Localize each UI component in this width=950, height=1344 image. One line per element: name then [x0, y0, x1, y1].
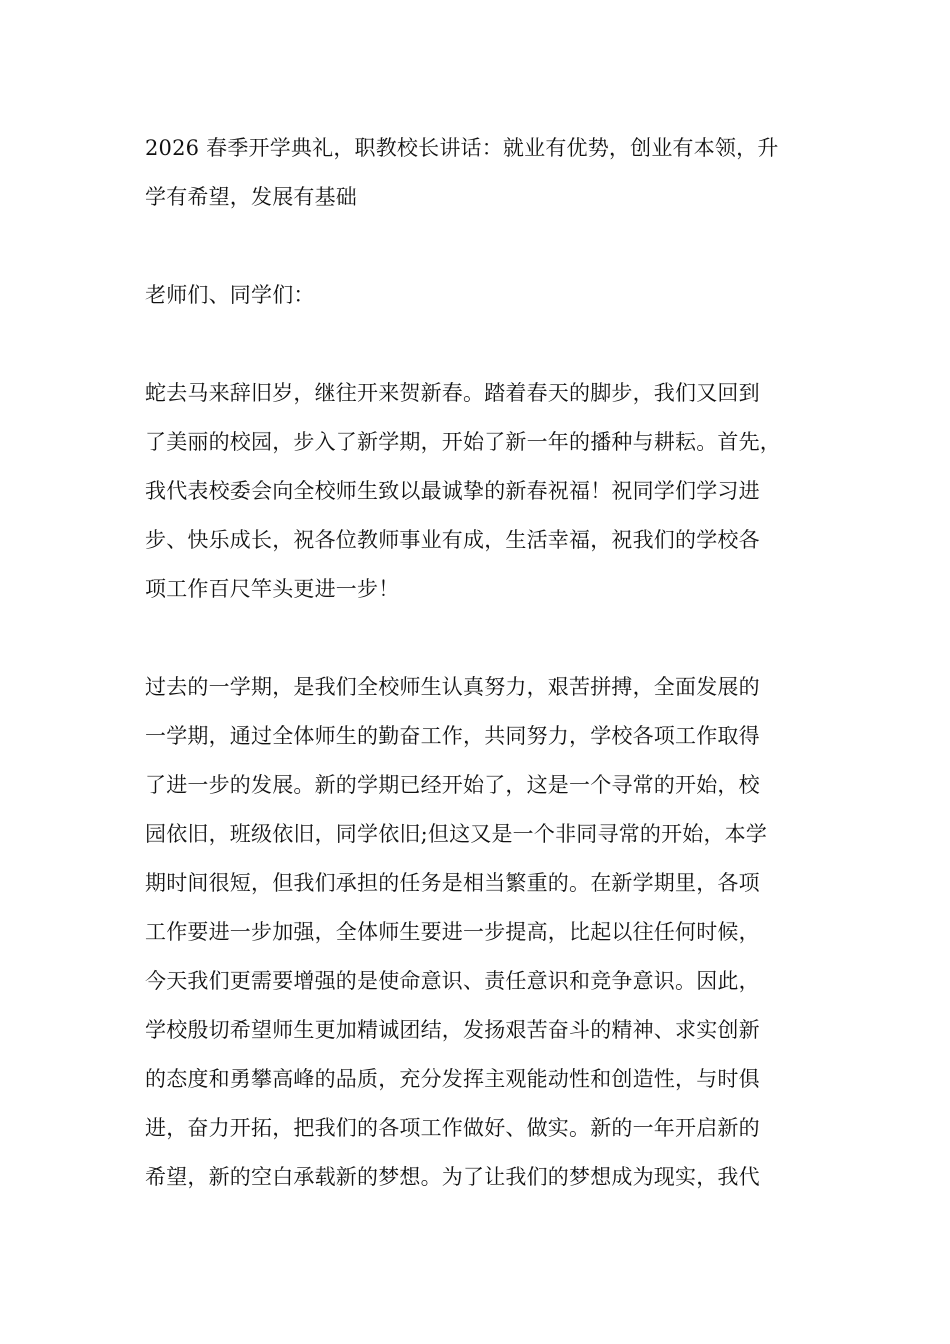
paragraph-line: 了美丽的校园，步入了新学期，开始了新一年的播种与耕耘。首先，	[145, 430, 781, 454]
paragraph-2	[145, 663, 825, 1202]
salutation	[145, 271, 825, 320]
document-title	[145, 124, 825, 222]
paragraph-line: 我代表校委会向全校师生致以最诚挚的新春祝福！祝同学们学习进	[145, 479, 760, 503]
title-line: 学有希望，发展有基础	[145, 185, 357, 209]
paragraph-line: 希望，新的空白承载新的梦想。为了让我们的梦想成为现实，我代	[145, 1165, 760, 1189]
paragraph-gap	[145, 320, 825, 369]
paragraph-line: 今天我们更需要增强的是使命意识、责任意识和竞争意识。因此，	[145, 969, 760, 993]
paragraph-line: 的态度和勇攀高峰的品质，充分发挥主观能动性和创造性，与时俱	[145, 1067, 760, 1091]
title-line: 2026 春季开学典礼，职教校长讲话：就业有优势，创业有本领，升	[145, 136, 779, 160]
paragraph-line: 了进一步的发展。新的学期已经开始了，这是一个寻常的开始，校	[145, 773, 760, 797]
paragraph-line: 工作要进一步加强，全体师生要进一步提高，比起以往任何时候，	[145, 920, 760, 944]
paragraph-line: 期时间很短，但我们承担的任务是相当繁重的。在新学期里，各项	[145, 871, 760, 895]
paragraph-gap	[145, 614, 825, 663]
paragraph-line: 步、快乐成长，祝各位教师事业有成，生活幸福，祝我们的学校各	[145, 528, 760, 552]
paragraph-line: 进，奋力开拓，把我们的各项工作做好、做实。新的一年开启新的	[145, 1116, 760, 1140]
paragraph-line: 过去的一学期，是我们全校师生认真努力，艰苦拼搏，全面发展的	[145, 675, 760, 699]
paragraph-line: 园依旧，班级依旧，同学依旧;但这又是一个非同寻常的开始，本学	[145, 822, 768, 846]
paragraph-line: 蛇去马来辞旧岁，继往开来贺新春。踏着春天的脚步，我们又回到	[145, 381, 760, 405]
document-body	[145, 124, 825, 1202]
paragraph-line: 一学期，通过全体师生的勤奋工作，共同努力，学校各项工作取得	[145, 724, 760, 748]
paragraph-line: 项工作百尺竿头更进一步！	[145, 577, 400, 601]
paragraph-gap	[145, 222, 825, 271]
paragraph-1	[145, 369, 825, 614]
paragraph-line: 学校殷切希望师生更加精诚团结，发扬艰苦奋斗的精神、求实创新	[145, 1018, 760, 1042]
salutation-text: 老师们、同学们：	[145, 283, 315, 307]
